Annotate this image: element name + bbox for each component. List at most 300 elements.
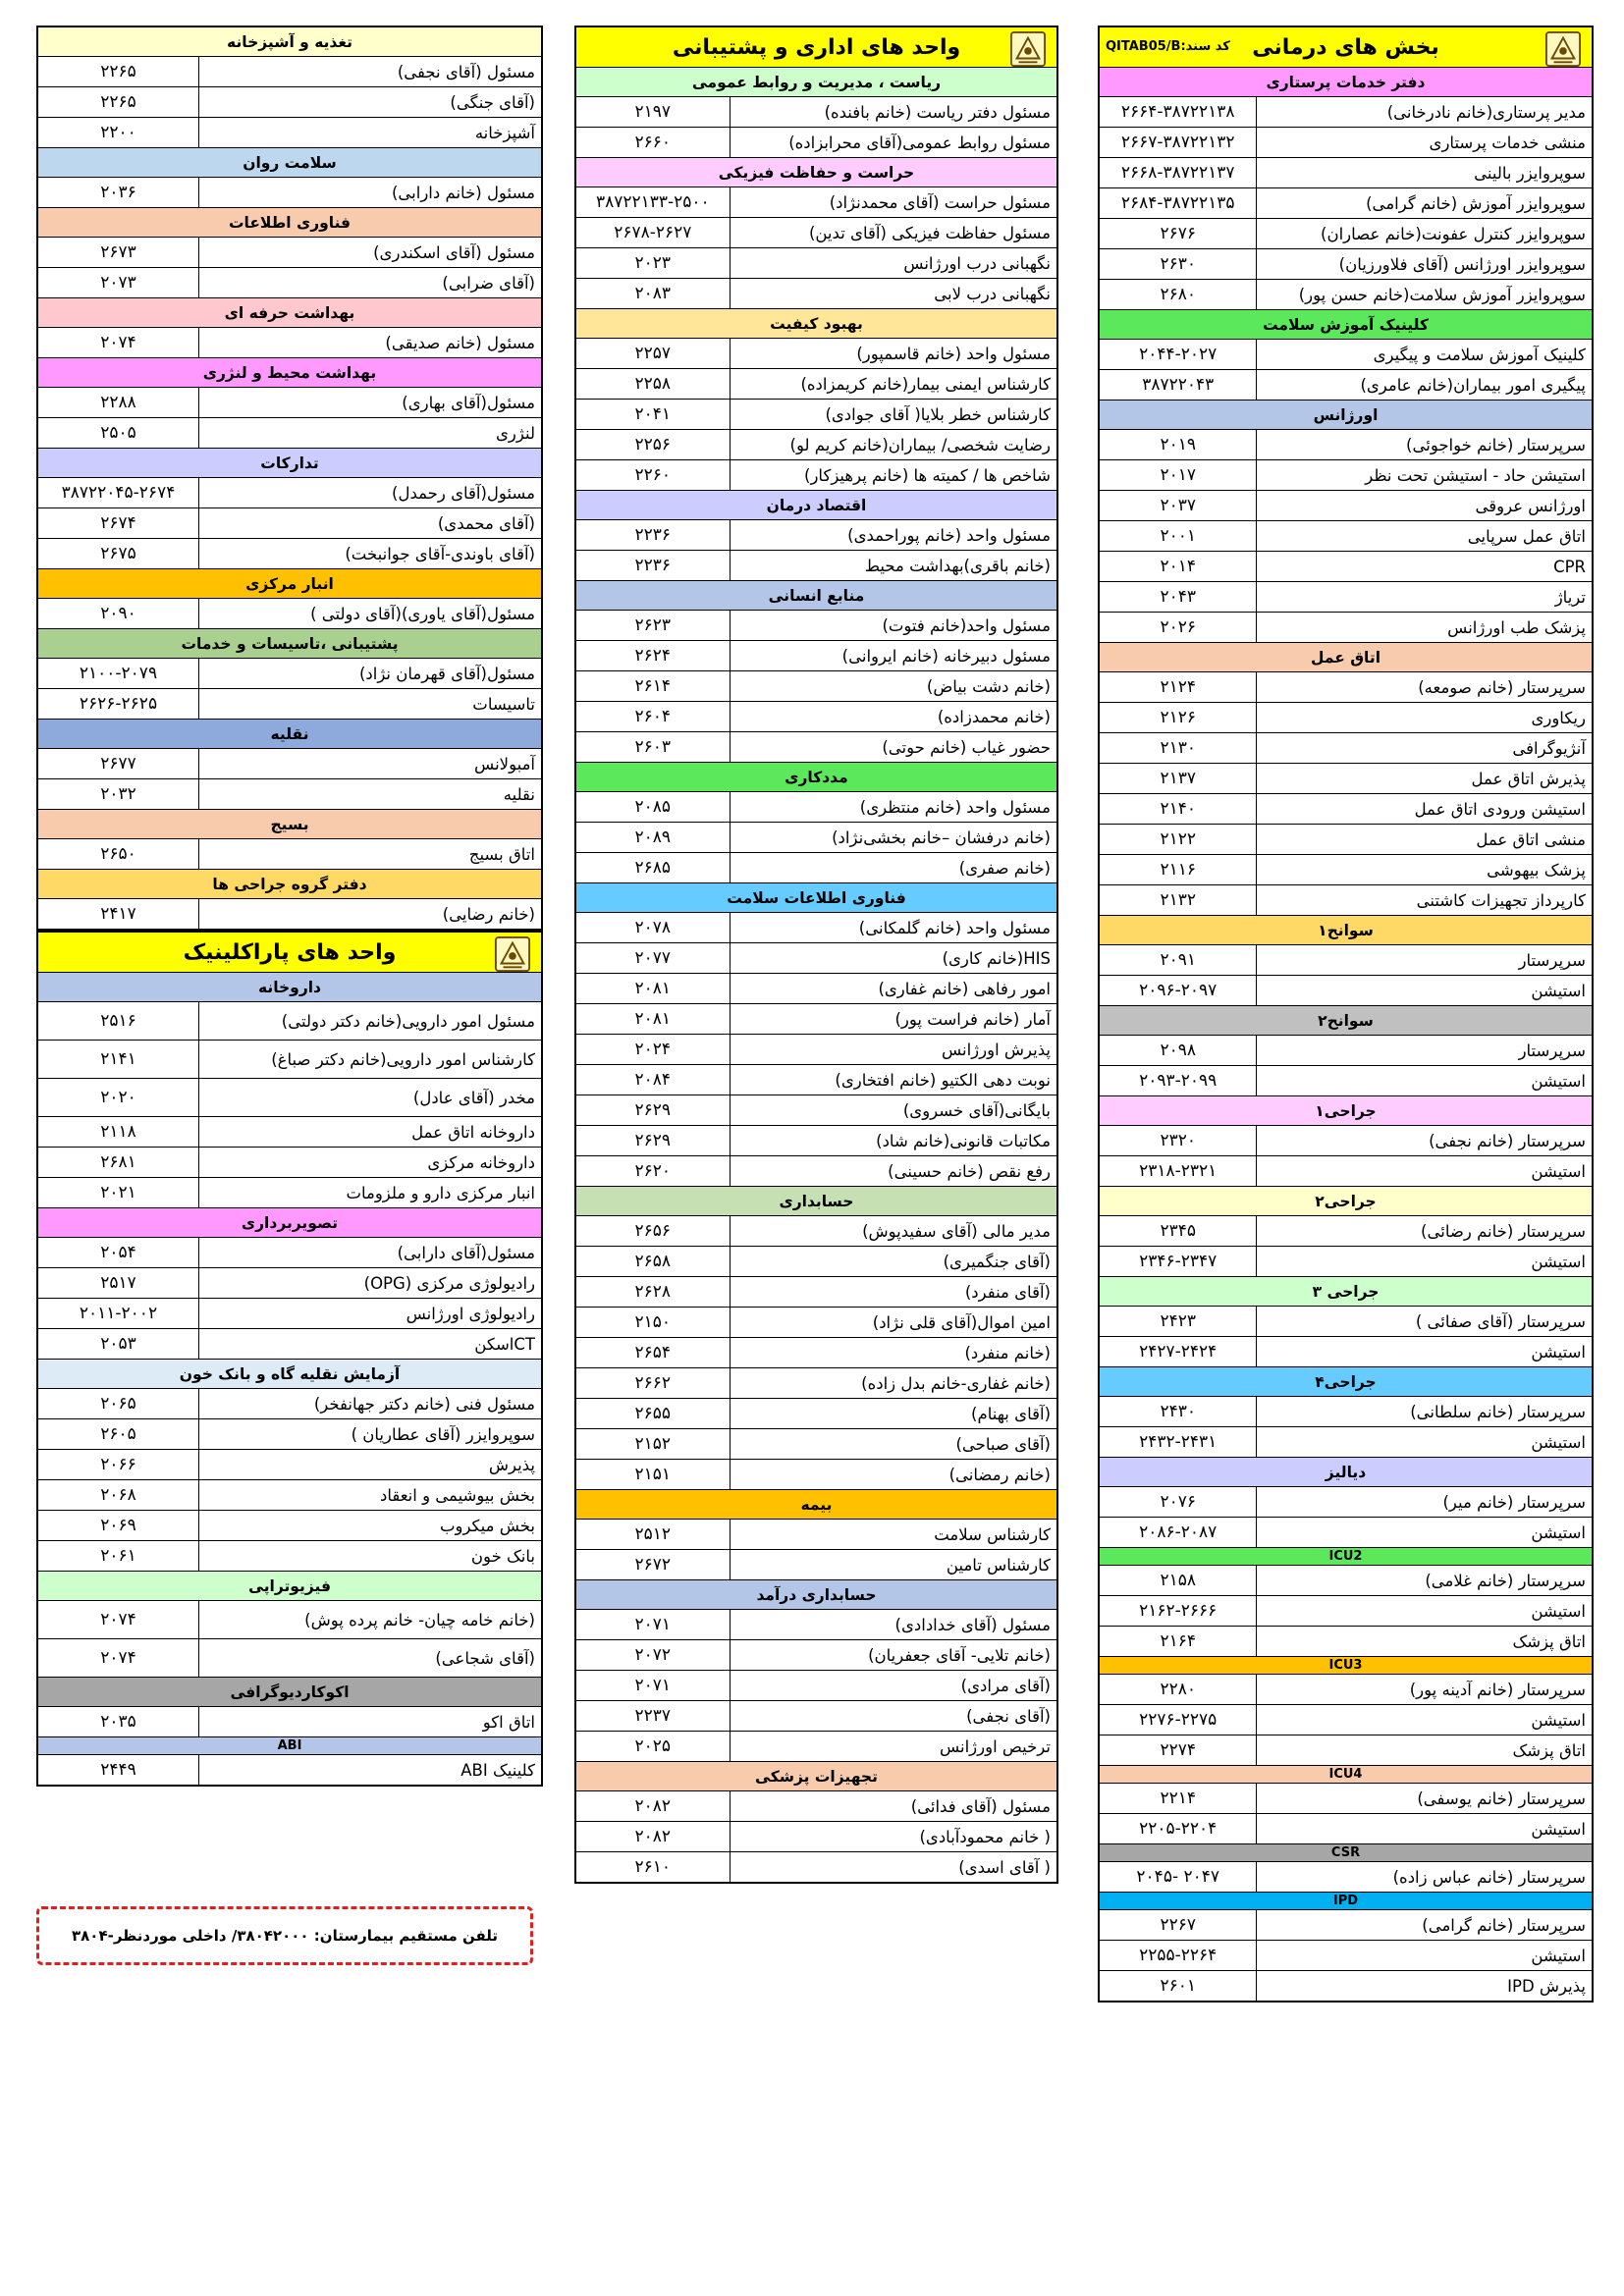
contact-name: شاخص ها / کمیته ها (خانم پرهیزکار) (730, 460, 1057, 491)
section-header-row (1099, 68, 1593, 97)
contact-name: (آقای جنگمیری) (730, 1247, 1057, 1277)
contact-name: سوپروایزر آموزش سلامت(خانم حسن پور) (1257, 280, 1593, 310)
extension-row (575, 1550, 1057, 1580)
contact-name: پیگیری امور بیماران(خانم عامری) (1257, 370, 1593, 400)
contact-name: استیشن (1257, 1814, 1593, 1844)
extension-number: ۲۱۵۰ (575, 1308, 730, 1338)
section-header-row (1099, 1657, 1593, 1675)
extension-number: ۲۳۴۶-۲۳۴۷ (1099, 1247, 1257, 1277)
contact-name: مسئول حفاظت فیزیکی (آقای تدین) (730, 218, 1057, 248)
section-header-row (37, 358, 542, 388)
extension-number: ۲۰۴۱ (575, 400, 730, 430)
services-paraclinic-column (36, 26, 543, 1787)
extension-number: ۲۶۵۸ (575, 1247, 730, 1277)
section-title: داروخانه (37, 973, 542, 1002)
section-header-row (37, 449, 542, 478)
section-title: انبار مرکزی (37, 569, 542, 599)
contact-name: استیشن (1257, 1705, 1593, 1735)
contact-name: سوپروایزر کنترل عفونت(خانم عصاران) (1257, 219, 1593, 249)
extension-row (37, 1329, 542, 1360)
contact-name: مسئول واحد(خانم فتوت) (730, 611, 1057, 641)
extension-number: ۲۰۲۴ (575, 1035, 730, 1065)
extension-number: ۲۳۱۸-۲۳۲۱ (1099, 1156, 1257, 1187)
extension-number: ۲۰۷۸ (575, 913, 730, 943)
extension-row (575, 1701, 1057, 1732)
extension-row (575, 218, 1057, 248)
extension-number: ۲۲۷۶-۲۲۷۵ (1099, 1705, 1257, 1735)
section-title: ABI (37, 1737, 542, 1755)
extension-number: ۲۰۳۲ (37, 779, 198, 810)
extension-row (1099, 855, 1593, 885)
admin-directory-table (574, 26, 1058, 1884)
section-header-row (575, 491, 1057, 520)
contact-name: سرپرستار (خانم غلامی) (1257, 1566, 1593, 1596)
section-header-row (37, 148, 542, 178)
section-title: دیالیز (1099, 1458, 1593, 1487)
extension-row (1099, 521, 1593, 552)
group-title (575, 27, 1057, 68)
extension-row (575, 1035, 1057, 1065)
extension-number: ۲۰۸۱ (575, 974, 730, 1004)
extension-number: ۲۵۰۵ (37, 418, 198, 449)
group-title (1099, 27, 1593, 68)
section-header-row (37, 1678, 542, 1707)
extension-number: ۲۰۶۱ (37, 1541, 198, 1572)
extension-row (37, 1002, 542, 1041)
extension-number: ۲۱۶۲-۲۶۶۶ (1099, 1596, 1257, 1627)
section-title: سوانح۱ (1099, 916, 1593, 945)
extension-row (37, 1178, 542, 1208)
extension-row (1099, 885, 1593, 916)
contact-name: (آقای منفرد) (730, 1277, 1057, 1308)
extension-row (575, 792, 1057, 823)
contact-name: (خانم محمدزاده) (730, 702, 1057, 732)
extension-row (37, 478, 542, 508)
contact-name: مسئول واحد (خانم گلمکانی) (730, 913, 1057, 943)
contact-name: مسئول امور دارویی(خانم دکتر دولتی) (198, 1002, 542, 1041)
extension-row (575, 520, 1057, 551)
extension-number: ۲۰۸۲ (575, 1822, 730, 1852)
extension-number: ۲۱۳۰ (1099, 733, 1257, 764)
extension-number: ۲۶۲۰ (575, 1156, 730, 1187)
extension-number: ۲۲۸۰ (1099, 1675, 1257, 1705)
extension-number: ۲۰۸۱ (575, 1004, 730, 1035)
extension-row (37, 388, 542, 418)
contact-name: (آقای نجفی) (730, 1701, 1057, 1732)
extension-row (575, 1852, 1057, 1884)
extension-number: ۲۴۱۷ (37, 899, 198, 931)
section-title: نقلیه (37, 720, 542, 749)
section-header-row (37, 208, 542, 238)
extension-row (1099, 1066, 1593, 1096)
contact-name: (آقای جنگی) (198, 87, 542, 118)
extension-number: ۲۶۵۵ (575, 1399, 730, 1429)
extension-number: ۲۶۱۴ (575, 671, 730, 702)
extension-row (37, 1268, 542, 1299)
hospital-logo-icon (494, 935, 531, 973)
extension-number: ۲۰۷۱ (575, 1671, 730, 1701)
contact-name: مدیر مالی (آقای سفیدپوش) (730, 1216, 1057, 1247)
extension-row (1099, 460, 1593, 491)
contact-name: بخش بیوشیمی و انعقاد (198, 1480, 542, 1511)
contact-name: منشی خدمات پرستاری (1257, 128, 1593, 158)
extension-row (575, 671, 1057, 702)
extension-row (1099, 764, 1593, 794)
section-header-row (1099, 1277, 1593, 1307)
extension-row (1099, 430, 1593, 460)
extension-row (37, 659, 542, 689)
group-title-text: بخش های درمانی (1252, 34, 1439, 60)
contact-name: پذیرش اورژانس (730, 1035, 1057, 1065)
section-header-row (1099, 643, 1593, 672)
extension-number: ۲۰۶۸ (37, 1480, 198, 1511)
contact-name: استیشن (1257, 1941, 1593, 1971)
contact-name: مسئول (آقای نجفی) (198, 57, 542, 87)
extension-row (1099, 370, 1593, 400)
extension-row (575, 460, 1057, 491)
extension-row (1099, 280, 1593, 310)
contact-name: آمار (خانم فراست پور) (730, 1004, 1057, 1035)
section-header-row (575, 309, 1057, 339)
extension-row (37, 268, 542, 298)
section-title: آزمایش نقلیه گاه و بانک خون (37, 1360, 542, 1389)
extension-number: ۲۱۱۶ (1099, 855, 1257, 885)
extension-number: ۲۶۲۳ (575, 611, 730, 641)
section-header-row (37, 1572, 542, 1601)
contact-name: ترخیص اورژانس (730, 1732, 1057, 1762)
section-title: جراحی۲ (1099, 1187, 1593, 1216)
extension-number: ۲۰۸۹ (575, 823, 730, 853)
contact-name: کارشناس خطر بلایا( آقای جوادی) (730, 400, 1057, 430)
extension-number: ۲۰۷۴ (37, 328, 198, 358)
contact-name: استیشن (1257, 1518, 1593, 1548)
extension-row (1099, 613, 1593, 643)
extension-number: ۲۰۸۵ (575, 792, 730, 823)
extension-row (1099, 1675, 1593, 1705)
extension-number: ۲۶۷۶ (1099, 219, 1257, 249)
contact-name: کارشناس ایمنی بیمار(خانم کریمزاده) (730, 369, 1057, 400)
contact-name: تریاژ (1257, 582, 1593, 613)
contact-name: CTاسکن (198, 1329, 542, 1360)
extension-row (575, 1822, 1057, 1852)
contact-name: HIS(خانم کاری) (730, 943, 1057, 974)
contact-name: (خانم صفری) (730, 853, 1057, 883)
section-header-row (1099, 1187, 1593, 1216)
contact-name: سرپرستار (خانم صومعه) (1257, 672, 1593, 703)
services-directory-table (36, 26, 543, 931)
extension-number: ۲۶۶۴-۳۸۷۲۲۱۳۸ (1099, 97, 1257, 128)
contact-name: حضور غیاب (خانم حوتی) (730, 732, 1057, 763)
extension-row (1099, 794, 1593, 825)
section-title: اکوکاردیوگرافی (37, 1678, 542, 1707)
extension-row (37, 1117, 542, 1148)
contact-name: رادیولوژی مرکزی (OPG) (198, 1268, 542, 1299)
extension-row (1099, 1397, 1593, 1427)
extension-number: ۲۶۲۹ (575, 1126, 730, 1156)
extension-number: ۲۶۸۱ (37, 1148, 198, 1178)
document-code: QITAB05/B:کد سند (1106, 39, 1230, 54)
extension-number: ۲۰۹۸ (1099, 1036, 1257, 1066)
extension-number: ۲۰۷۳ (37, 268, 198, 298)
section-header-row (1099, 1096, 1593, 1126)
extension-row (1099, 1307, 1593, 1337)
extension-row (575, 430, 1057, 460)
extension-row (1099, 340, 1593, 370)
extension-row (1099, 1156, 1593, 1187)
contact-name: مکاتبات قانونی(خانم شاد) (730, 1126, 1057, 1156)
section-header-row (575, 1762, 1057, 1791)
extension-row (1099, 1427, 1593, 1458)
extension-number: ۲۰۲۶ (1099, 613, 1257, 643)
extension-row (1099, 97, 1593, 128)
extension-number: ۲۴۲۷-۲۴۲۴ (1099, 1337, 1257, 1367)
extension-number: ۲۰۲۵ (575, 1732, 730, 1762)
extension-number: ۲۰۱۹ (1099, 430, 1257, 460)
contact-name: پذیرش IPD (1257, 1971, 1593, 2002)
extension-number: ۲۲۷۴ (1099, 1735, 1257, 1766)
contact-name: مسئول واحد (خانم پوراحمدی) (730, 520, 1057, 551)
extension-row (1099, 1487, 1593, 1518)
contact-name: رادیولوژی اورژانس (198, 1299, 542, 1329)
extension-row (575, 1308, 1057, 1338)
contact-name: پذیرش (198, 1450, 542, 1480)
extension-row (575, 1640, 1057, 1671)
extension-row (37, 418, 542, 449)
hospital-logo-icon (1009, 30, 1047, 68)
contact-name: نقلیه (198, 779, 542, 810)
extension-row (575, 279, 1057, 309)
section-title: فناوری اطلاعات سلامت (575, 883, 1057, 913)
extension-number: ۲۲۸۸ (37, 388, 198, 418)
extension-row (37, 178, 542, 208)
contact-name: مسئول (خانم صدیقی) (198, 328, 542, 358)
contact-name: مسئول(آقای رحمدل) (198, 478, 542, 508)
contact-name: مدیر پرستاری(خانم نادرخانی) (1257, 97, 1593, 128)
extension-row (37, 1755, 542, 1787)
contact-name: استیشن ورودی اتاق عمل (1257, 794, 1593, 825)
extension-row (1099, 1862, 1593, 1893)
extension-row (37, 1148, 542, 1178)
contact-name: نگهبانی درب اورژانس (730, 248, 1057, 279)
extension-row (37, 539, 542, 569)
extension-row (1099, 672, 1593, 703)
contact-name: مسئول(آقای قهرمان نژاد) (198, 659, 542, 689)
extension-number: ۲۲۵۶ (575, 430, 730, 460)
extension-row (575, 913, 1057, 943)
extension-number: ۲۶۷۵ (37, 539, 198, 569)
extension-number: ۲۰۱۱-۲۰۰۲ (37, 1299, 198, 1329)
extension-number: ۲۳۲۰ (1099, 1126, 1257, 1156)
extension-number: ۲۰۶۵ (37, 1389, 198, 1419)
extension-row (575, 732, 1057, 763)
contact-name: استیشن (1257, 1337, 1593, 1367)
contact-name: استیشن حاد - استیشن تحت نظر (1257, 460, 1593, 491)
contact-name: امین اموال(آقای قلی نژاد) (730, 1308, 1057, 1338)
extension-number: ۲۲۳۶ (575, 551, 730, 581)
contact-name: سوپروایزر اورژانس (آقای فلاورزیان) (1257, 249, 1593, 280)
extension-row (575, 128, 1057, 158)
contact-name: (آقای بهنام) (730, 1399, 1057, 1429)
extension-row (1099, 158, 1593, 188)
section-title: فیزیوتراپی (37, 1572, 542, 1601)
contact-name: آنژیوگرافی (1257, 733, 1593, 764)
extension-row (37, 599, 542, 629)
contact-name: (خانم رمضانی) (730, 1460, 1057, 1490)
section-header-row (1099, 1844, 1593, 1862)
contact-name: (آقای شجاعی) (198, 1639, 542, 1678)
section-title: بسیج (37, 810, 542, 839)
hospital-logo-icon (1544, 30, 1582, 68)
contact-name: ( خانم محمودآبادی) (730, 1822, 1057, 1852)
extension-row (37, 1389, 542, 1419)
extension-row (575, 1156, 1057, 1187)
group-title (37, 932, 542, 973)
extension-number: ۲۰۷۴ (37, 1601, 198, 1639)
extension-number: ۲۶۲۹ (575, 1095, 730, 1126)
section-title: تغذیه و آشپزخانه (37, 27, 542, 57)
section-title: سوانح۲ (1099, 1006, 1593, 1036)
contact-name: اتاق عمل سرپایی (1257, 521, 1593, 552)
contact-name: مسئول(آقای بهاری) (198, 388, 542, 418)
extension-number: ۲۵۱۷ (37, 1268, 198, 1299)
contact-name: پذیرش اتاق عمل (1257, 764, 1593, 794)
extension-number: ۲۰۷۶ (1099, 1487, 1257, 1518)
contact-name: کارپرداز تجهیزات کاشتنی (1257, 885, 1593, 916)
extension-number: ۲۶۷۲ (575, 1550, 730, 1580)
contact-name: سرپرستار (خانم نجفی) (1257, 1126, 1593, 1156)
extension-row (37, 1707, 542, 1737)
contact-name: استیشن (1257, 1247, 1593, 1277)
extension-row (37, 779, 542, 810)
contact-name: منشی اتاق عمل (1257, 825, 1593, 855)
extension-row (1099, 1814, 1593, 1844)
section-header-row (37, 870, 542, 899)
section-header-row (37, 1737, 542, 1755)
contact-name: سرپرستار (آقای صفائی ) (1257, 1307, 1593, 1337)
contact-name: سوپروایزر بالینی (1257, 158, 1593, 188)
extension-row (1099, 1518, 1593, 1548)
contact-name: مسئول فنی (خانم دکتر جهانفخر) (198, 1389, 542, 1419)
contact-name: آمبولانس (198, 749, 542, 779)
extension-number: ۲۲۵۸ (575, 369, 730, 400)
extension-row (1099, 552, 1593, 582)
extension-number: ۲۶۸۴-۳۸۷۲۲۱۳۵ (1099, 188, 1257, 219)
extension-row (37, 1480, 542, 1511)
contact-name: استیشن (1257, 976, 1593, 1006)
contact-name: (خانم رضایی) (198, 899, 542, 931)
extension-number: ۲۱۶۴ (1099, 1627, 1257, 1657)
section-header-row (37, 720, 542, 749)
section-header-row (575, 763, 1057, 792)
extension-number: ۲۶۷۸-۲۶۲۷ (575, 218, 730, 248)
extension-number: ۲۶۸۰ (1099, 280, 1257, 310)
contact-name: اتاق پزشک (1257, 1627, 1593, 1657)
extension-number: ۲۰۳۶ (37, 178, 198, 208)
contact-name: سرپرستار (خانم خواجوئی) (1257, 430, 1593, 460)
extension-row (1099, 1216, 1593, 1247)
extension-number: ۲۰۱۷ (1099, 460, 1257, 491)
extension-row (575, 369, 1057, 400)
section-title: جراحی۱ (1099, 1096, 1593, 1126)
extension-number: ۲۰۸۴ (575, 1065, 730, 1095)
extension-number: ۲۶۷۷ (37, 749, 198, 779)
extension-number: ۲۰۸۲ (575, 1791, 730, 1822)
contact-name: سوپروایزر (آقای عطاریان ) (198, 1419, 542, 1450)
section-header-row (575, 158, 1057, 187)
section-header-row (1099, 1458, 1593, 1487)
extension-number: ۲۱۵۱ (575, 1460, 730, 1490)
extension-number: ۲۲۵۷ (575, 339, 730, 369)
extension-number: ۳۸۷۲۲۰۴۳ (1099, 370, 1257, 400)
extension-row (575, 551, 1057, 581)
extension-row (575, 1216, 1057, 1247)
section-title: اقتصاد درمان (575, 491, 1057, 520)
contact-name: (خانم باقری)بهداشت محیط (730, 551, 1057, 581)
contact-name: اتاق پزشک (1257, 1735, 1593, 1766)
extension-row (1099, 945, 1593, 976)
extension-row (575, 943, 1057, 974)
section-title: جراحی۴ (1099, 1367, 1593, 1397)
section-header-row (37, 27, 542, 57)
extension-number: ۲۱۲۲ (1099, 825, 1257, 855)
extension-row (575, 1004, 1057, 1035)
extension-number: ۲۰۸۶-۲۰۸۷ (1099, 1518, 1257, 1548)
extension-number: ۲۰۲۰ (37, 1079, 198, 1117)
extension-row (575, 823, 1057, 853)
contact-name: رضایت شخصی/ بیماران(خانم کریم لو) (730, 430, 1057, 460)
contact-name: (آقای باوندی-آقای جوانبخت) (198, 539, 542, 569)
extension-number: ۲۱۳۲ (1099, 885, 1257, 916)
section-title: تصویربرداری (37, 1208, 542, 1238)
contact-name: (خانم خامه چیان- خانم پرده پوش) (198, 1601, 542, 1639)
extension-row (1099, 733, 1593, 764)
extension-row (37, 689, 542, 720)
extension-row (575, 187, 1057, 218)
section-header-row (575, 1580, 1057, 1610)
extension-row (1099, 1337, 1593, 1367)
group-title-row (1099, 27, 1593, 68)
extension-number: ۲۱۳۷ (1099, 764, 1257, 794)
section-title: ICU3 (1099, 1657, 1593, 1675)
extension-row (1099, 128, 1593, 158)
extension-number: ۲۲۶۷ (1099, 1910, 1257, 1941)
extension-number: ۲۶۰۳ (575, 732, 730, 763)
clinical-directory-table (1098, 26, 1594, 2002)
extension-number: ۲۶۳۰ (1099, 249, 1257, 280)
group-title-row (575, 27, 1057, 68)
extension-row (575, 1247, 1057, 1277)
contact-name: کلینیک ABI (198, 1755, 542, 1787)
extension-number: ۲۶۷۴ (37, 508, 198, 539)
section-header-row (1099, 1548, 1593, 1566)
extension-row (1099, 249, 1593, 280)
extension-row (1099, 1784, 1593, 1814)
extension-number: ۲۰۷۱ (575, 1610, 730, 1640)
contact-name: ( آقای اسدی) (730, 1852, 1057, 1884)
contact-name: سرپرستار (خانم میر) (1257, 1487, 1593, 1518)
extension-row (575, 1671, 1057, 1701)
section-header-row (1099, 400, 1593, 430)
contact-name: مسئول دفتر ریاست (خانم بافنده) (730, 97, 1057, 128)
contact-name: مسئول روابط عمومی(آقای محرابزاده) (730, 128, 1057, 158)
extension-number: ۲۱۹۷ (575, 97, 730, 128)
contact-name: (آقای ضرابی) (198, 268, 542, 298)
contact-name: مسئول (خانم دارابی) (198, 178, 542, 208)
extension-number: ۲۴۳۰ (1099, 1397, 1257, 1427)
extension-number: ۲۶۰۵ (37, 1419, 198, 1450)
extension-row (1099, 1971, 1593, 2002)
extension-number: ۲۰۵۴ (37, 1238, 198, 1268)
